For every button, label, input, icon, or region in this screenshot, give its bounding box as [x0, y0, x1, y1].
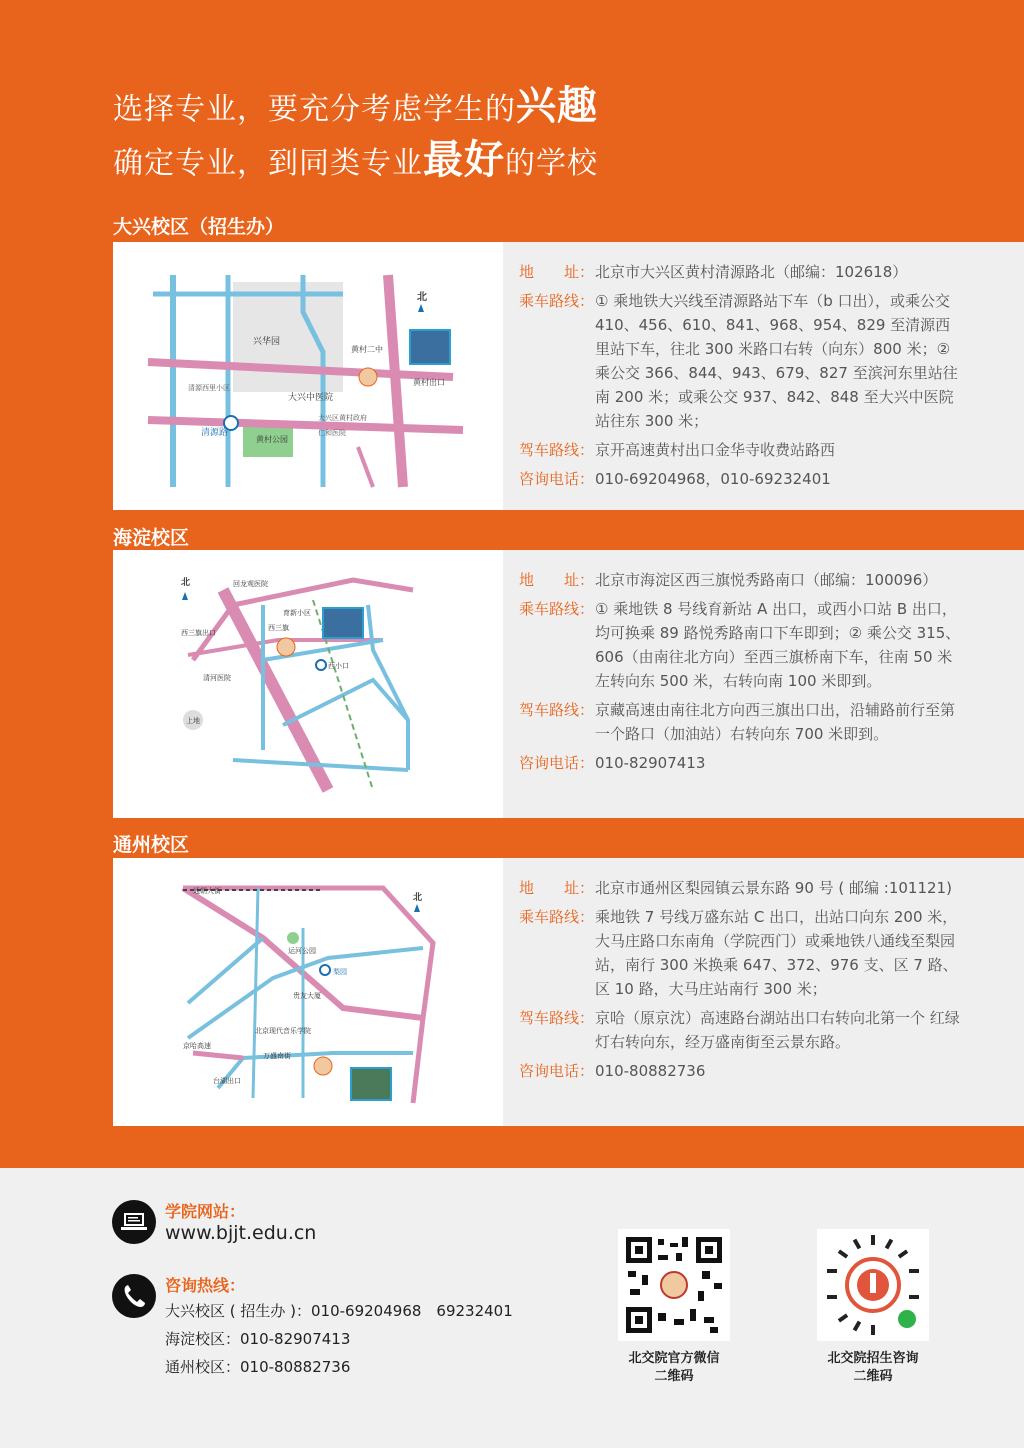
svg-text:万盛南街: 万盛南街 — [263, 1052, 291, 1060]
headline-line2-tail: 的学校 — [505, 146, 598, 181]
wechat-qr-caption-line2: 二维码 — [654, 1369, 694, 1384]
daxing-drive-row — [519, 438, 1024, 462]
svg-text:清源路: 清源路 — [201, 428, 229, 438]
tongzhou-drive-row — [519, 1006, 1024, 1054]
hotline-label: 咨询热线： — [165, 1276, 246, 1295]
tongzhou-campus-title: 通州校区 — [113, 834, 190, 856]
tongzhou-phone-row — [519, 1059, 1024, 1083]
daxing-bus: ① 乘地铁大兴线至清源路站下车（b 口出），或乘公交 410、456、610、841、968、954、829 至清源西里站下车，往北 300 米路口右转（向东）800 米；② 乘公交 366、844、943、679、827 至滨河东里站往南 200 米；或乘公交 937、842、848 至大兴中医院站往东 300 米； — [595, 292, 958, 430]
tongzhou-map — [113, 858, 503, 1126]
daxing-phone: 010-69204968，010-69232401 — [595, 470, 831, 488]
svg-text:台湖出口: 台湖出口 — [213, 1077, 241, 1085]
svg-text:梨园: 梨园 — [333, 968, 347, 976]
haidian-map — [113, 550, 503, 818]
tongzhou-bus: 乘地铁 7 号线万盛东站 C 出口，出站口向东 200 米，大马庄路口东南角（学院西门）或乘地铁八通线至梨园站，南行 300 米换乘 647、372、976 支、区 7 路、区 10 路，大马庄站南行 300 米； — [595, 908, 958, 998]
svg-text:黄村公园: 黄村公园 — [256, 435, 288, 444]
daxing-info — [503, 242, 1024, 510]
svg-text:仁和医院: 仁和医院 — [318, 429, 346, 437]
haidian-address-label: 地 址： — [519, 571, 595, 589]
svg-text:上地: 上地 — [186, 717, 200, 725]
tongzhou-address-label: 地 址： — [519, 879, 595, 897]
daxing-phone-row — [519, 467, 1024, 491]
website-label: 学院网站： — [165, 1202, 246, 1221]
haidian-campus-title: 海淀校区 — [113, 527, 190, 549]
headline-line2 — [113, 128, 598, 185]
daxing-campus-panel — [113, 242, 1024, 510]
haidian-map-svg — [113, 550, 503, 818]
wechat-qr-caption — [594, 1350, 754, 1386]
daxing-bus-label: 乘车路线： — [519, 292, 595, 310]
svg-text:贵友大厦: 贵友大厦 — [293, 992, 321, 1000]
svg-text:北京现代音乐学院: 北京现代音乐学院 — [255, 1027, 311, 1035]
miniprogram-qr-caption — [793, 1350, 953, 1386]
tongzhou-phone: 010-80882736 — [595, 1062, 706, 1080]
tongzhou-address-row — [519, 876, 1024, 900]
daxing-map-svg — [113, 242, 503, 510]
wechat-qr-caption-line1: 北交院官方微信 — [628, 1351, 720, 1366]
daxing-address-label: 地 址： — [519, 263, 595, 281]
svg-text:北: 北 — [417, 292, 427, 303]
headline-line2-text: 确定专业，到同类专业 — [113, 146, 423, 181]
haidian-info — [503, 550, 1024, 818]
svg-text:黄村二中: 黄村二中 — [351, 345, 383, 354]
tongzhou-bus-row — [519, 905, 1024, 1001]
svg-text:育新小区: 育新小区 — [283, 609, 311, 617]
haidian-drive-label: 驾车路线： — [519, 701, 595, 719]
haidian-bus-row — [519, 597, 1024, 693]
website-link[interactable]: www.bjjt.edu.cn — [165, 1222, 317, 1244]
svg-text:北: 北 — [413, 893, 423, 903]
svg-text:兴华园: 兴华园 — [253, 337, 281, 347]
haidian-address: 北京市海淀区西三旗悦秀路南口（邮编：100096） — [595, 571, 938, 589]
daxing-campus-title: 大兴校区（招生办） — [113, 216, 285, 238]
laptop-icon — [112, 1200, 156, 1244]
haidian-phone-row — [519, 751, 1024, 775]
haidian-address-row — [519, 568, 1024, 592]
svg-text:大兴区黄村政府: 大兴区黄村政府 — [318, 414, 367, 422]
tongzhou-bus-label: 乘车路线： — [519, 908, 595, 926]
tongzhou-drive-label: 驾车路线： — [519, 1009, 595, 1027]
daxing-drive-label: 驾车路线： — [519, 441, 595, 459]
haidian-campus-panel — [113, 550, 1024, 818]
hotline-daxing: 大兴校区 ( 招生办 )：010-69204968 69232401 — [165, 1302, 513, 1320]
svg-text:运河公园: 运河公园 — [288, 947, 316, 955]
svg-text:西三旗出口: 西三旗出口 — [181, 629, 216, 637]
headline-line1-emphasis: 兴趣 — [516, 83, 598, 129]
miniprogram-qr-caption-line2: 二维码 — [853, 1369, 893, 1384]
haidian-phone: 010-82907413 — [595, 754, 706, 772]
svg-text:北: 北 — [181, 578, 191, 588]
haidian-bus-label: 乘车路线： — [519, 600, 595, 618]
haidian-bus: ① 乘地铁 8 号线育新站 A 出口，或西小口站 B 出口，均可换乘 89 路悦秀路南口下车即到；② 乘公交 315、606（由南往北方向）至西三旗桥南下车，往南 50 米左转向东 500 米，右转向南 100 米即到。 — [595, 600, 961, 690]
wechat-qr-code — [618, 1229, 730, 1341]
footer — [0, 1168, 1024, 1448]
daxing-map — [113, 242, 503, 510]
miniprogram-qr-code — [817, 1229, 929, 1341]
svg-text:西小口: 西小口 — [328, 662, 349, 670]
headline-line1-text: 选择专业，要充分考虑学生的 — [113, 92, 516, 127]
tongzhou-campus-panel — [113, 858, 1024, 1126]
daxing-address: 北京市大兴区黄村清源路北（邮编：102618） — [595, 263, 908, 281]
svg-text:黄村出口: 黄村出口 — [413, 378, 445, 387]
svg-text:京哈高速: 京哈高速 — [183, 1042, 211, 1050]
phone-icon — [112, 1274, 156, 1318]
tongzhou-map-svg — [113, 858, 503, 1126]
svg-text:大兴中医院: 大兴中医院 — [288, 393, 334, 403]
daxing-drive: 京开高速黄村出口金华寺收费站路西 — [595, 441, 836, 459]
svg-text:清源西里小区: 清源西里小区 — [188, 384, 230, 392]
svg-text:通朝大街: 通朝大街 — [193, 887, 221, 895]
headline-line2-emphasis: 最好 — [423, 137, 505, 183]
daxing-address-row — [519, 260, 1024, 284]
daxing-bus-row — [519, 289, 1024, 433]
daxing-phone-label: 咨询电话： — [519, 470, 595, 488]
tongzhou-address: 北京市通州区梨园镇云景东路 90 号 ( 邮编 :101121) — [595, 879, 952, 897]
svg-text:西三旗: 西三旗 — [268, 624, 289, 632]
haidian-drive-row — [519, 698, 1024, 746]
headline-line1 — [113, 74, 598, 131]
miniprogram-qr-caption-line1: 北交院招生咨询 — [827, 1351, 919, 1366]
hotline-haidian: 海淀校区：010-82907413 — [165, 1330, 351, 1348]
svg-text:清河医院: 清河医院 — [203, 674, 231, 682]
svg-text:回龙观医院: 回龙观医院 — [233, 580, 268, 588]
hotline-tongzhou: 通州校区：010-80882736 — [165, 1358, 351, 1376]
tongzhou-phone-label: 咨询电话： — [519, 1062, 595, 1080]
haidian-drive: 京藏高速由南往北方向西三旗出口出，沿辅路前行至第一个路口（加油站）右转向东 700 米即到。 — [595, 701, 956, 743]
tongzhou-drive: 京哈（原京沈）高速路台湖站出口右转向北第一个 红绿灯右转向东，经万盛南街至云景东路。 — [595, 1009, 960, 1051]
tongzhou-info — [503, 858, 1024, 1126]
haidian-phone-label: 咨询电话： — [519, 754, 595, 772]
